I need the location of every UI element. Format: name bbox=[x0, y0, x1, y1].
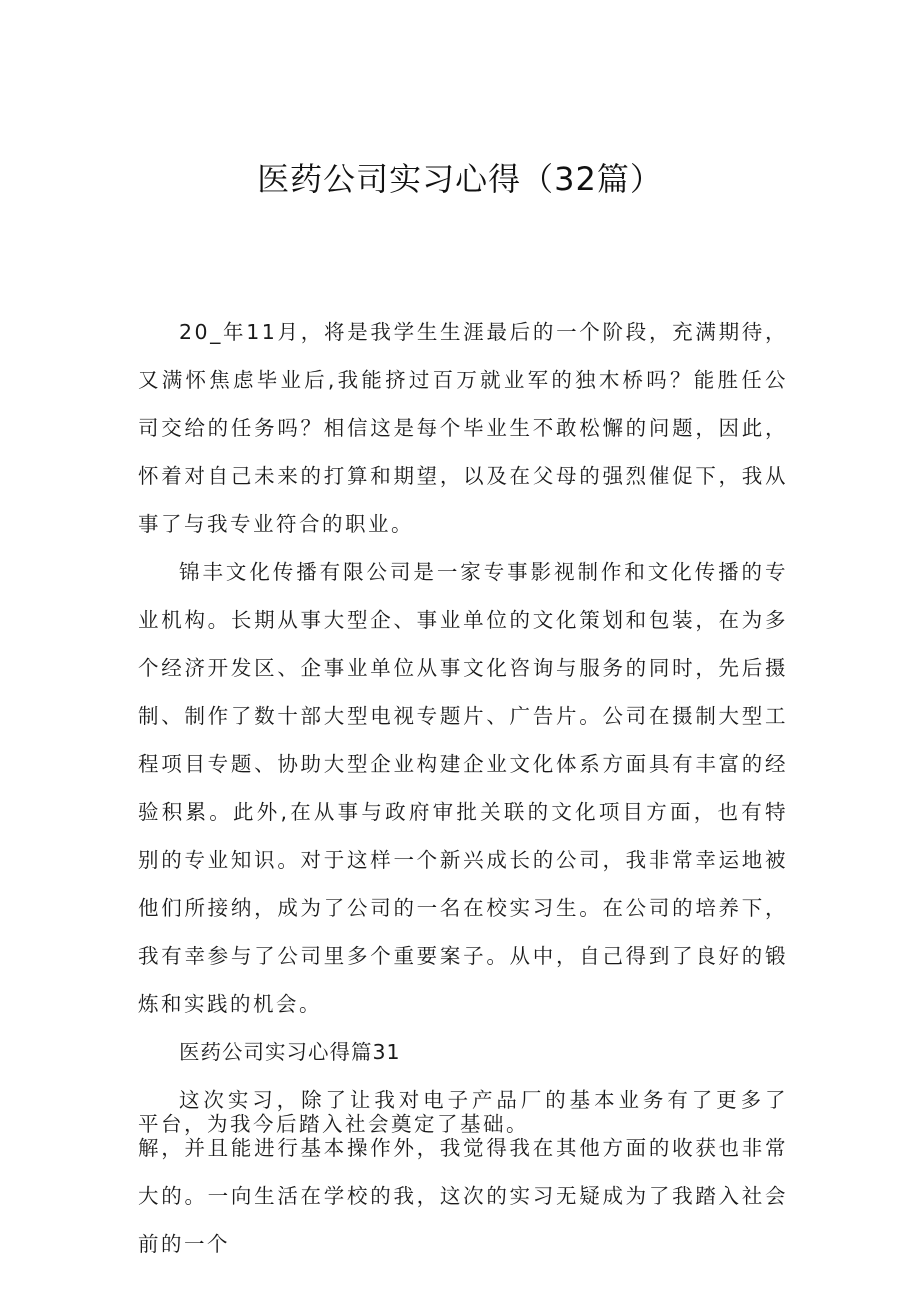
paragraph-1: 20_年11月，将是我学生生涯最后的一个阶段，充满期待，又满怀焦虑毕业后,我能挤过百万就业军的独木桥吗？能胜任公司交给的任务吗？相信这是每个毕业生不敢松懈的问题，因此，怀着对自己未来的打算和期望，以及在父母的强烈催促下，我从事了与我专业符合的职业。 bbox=[138, 320, 788, 536]
continuation-line: 平台，为我今后踏入社会奠定了基础。 bbox=[138, 1112, 529, 1136]
section-heading: 医药公司实习心得篇31 bbox=[179, 1040, 401, 1064]
document-title: 医药公司实习心得（32篇） bbox=[257, 160, 663, 198]
paragraph-2: 锦丰文化传播有限公司是一家专事影视制作和文化传播的专业机构。长期从事大型企、事业单位的文化策划和包装，在为多个经济开发区、企事业单位从事文化咨询与服务的同时，先后摄制、制作了数十部大型电视专题片、广告片。公司在摄制大型工程项目专题、协助大型企业构建企业文化体系方面具有丰富的经验积累。此外,在从事与政府审批关联的文化项目方面，也有特别的专业知识。对于这样一个新兴成长的公司，我非常幸运地被他们所接纳，成为了公司的一名在校实习生。在公司的培养下，我有幸参与了公司里多个重要案子。从中，自己得到了良好的锻炼和实践的机会。 bbox=[138, 560, 788, 1016]
paragraph-3: 这次实习，除了让我对电子产品厂的基本业务有了更多了解，并且能进行基本操作外，我觉得我在其他方面的收获也非常大的。一向生活在学校的我，这次的实习无疑成为了我踏入社会前的一个 bbox=[138, 1088, 788, 1256]
